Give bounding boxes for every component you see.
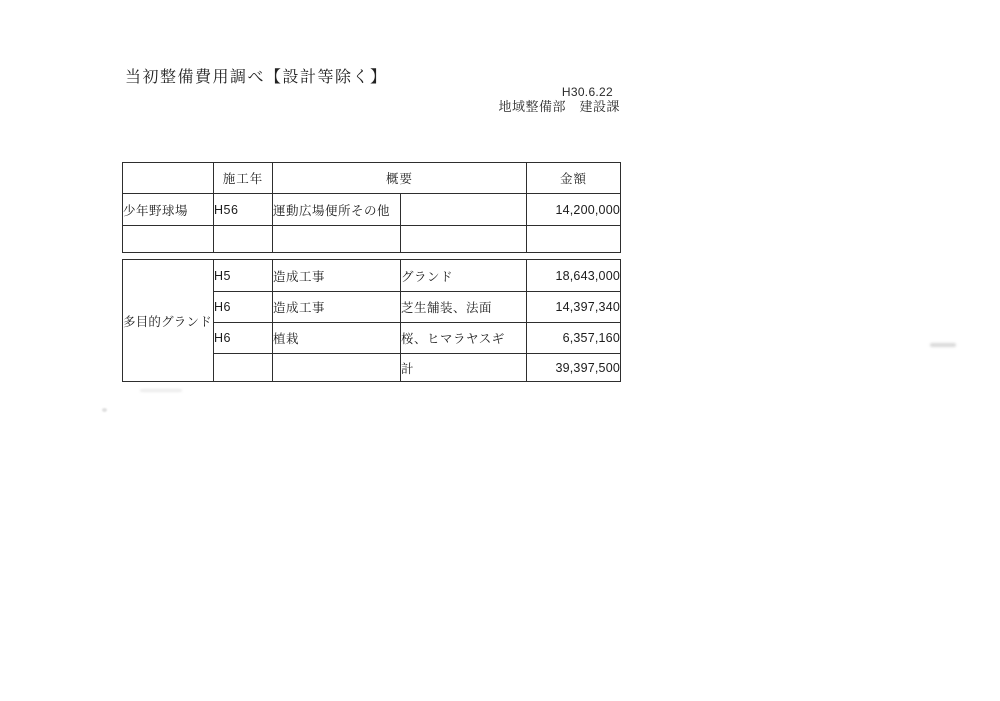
header-amount-cell: 金額 (527, 163, 621, 194)
amount-cell: 14,397,340 (527, 292, 621, 323)
table-header-row (123, 163, 621, 194)
site-name-cell: 少年野球場 (123, 194, 214, 226)
desc-cell: 運動広場便所その他 (273, 194, 401, 226)
detail-cell: 芝生舗装、法面 (401, 292, 527, 323)
desc-cell: 造成工事 (273, 292, 401, 323)
header-summary-cell: 概要 (273, 163, 527, 194)
site-name-cell: 多目的グランド (123, 260, 214, 382)
document-date: H30.6.22 (561, 85, 613, 99)
desc-cell (273, 226, 401, 253)
year-cell (214, 226, 273, 253)
header-year-cell: 施工年 (214, 163, 273, 194)
amount-cell: 18,643,000 (527, 260, 621, 292)
detail-cell: 桜、ヒマラヤスギ (401, 323, 527, 354)
table-row (123, 194, 621, 226)
amount-cell (527, 226, 621, 253)
scan-artifact-speck (140, 389, 182, 392)
document-department: 地域整備部 建設課 (498, 99, 620, 114)
header-site-cell (123, 163, 214, 194)
document-title: 当初整備費用調べ【設計等除く】 (125, 69, 388, 86)
desc-cell: 植栽 (273, 323, 401, 354)
amount-cell: 6,357,160 (527, 323, 621, 354)
amount-cell: 14,200,000 (527, 194, 621, 226)
document-meta (380, 85, 620, 115)
total-amount-cell: 39,397,500 (527, 354, 621, 382)
cost-table-upper (122, 162, 621, 253)
desc-cell: 造成工事 (273, 260, 401, 292)
year-cell: H56 (214, 194, 273, 226)
desc-cell (273, 354, 401, 382)
detail-cell (401, 194, 527, 226)
table-row (123, 260, 621, 292)
cost-table-lower (122, 259, 621, 382)
year-cell: H6 (214, 292, 273, 323)
year-cell (214, 354, 273, 382)
site-name-cell (123, 226, 214, 253)
total-label-cell: 計 (401, 354, 527, 382)
year-cell: H5 (214, 260, 273, 292)
year-cell: H6 (214, 323, 273, 354)
table-row-empty (123, 226, 621, 253)
scan-artifact-dash (930, 343, 956, 347)
detail-cell: グランド (401, 260, 527, 292)
scan-artifact-dot (102, 408, 107, 412)
detail-cell (401, 226, 527, 253)
